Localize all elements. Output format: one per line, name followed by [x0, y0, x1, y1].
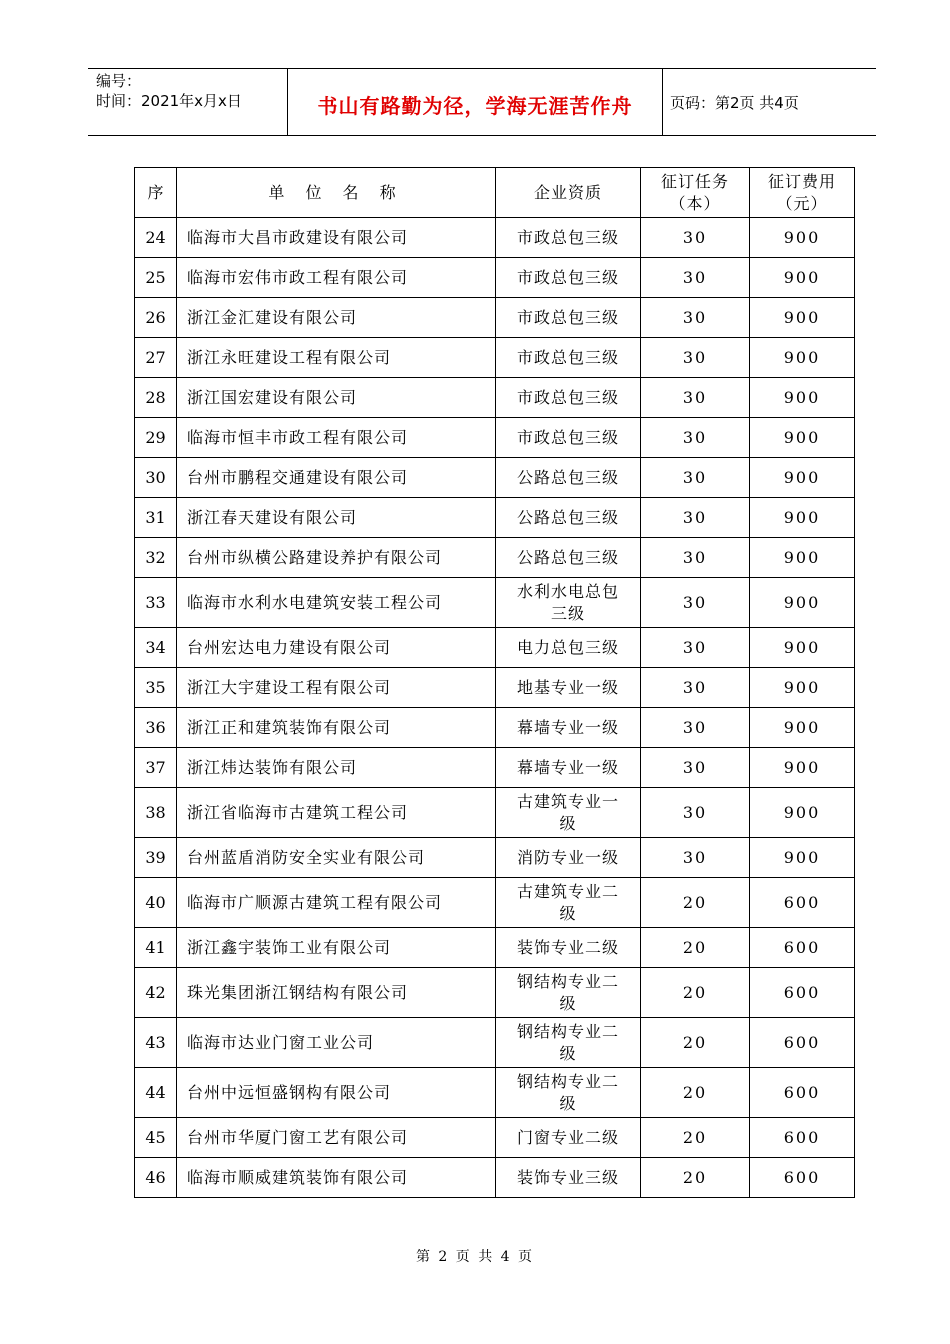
cell-fee: 900	[750, 258, 855, 298]
table-row	[135, 668, 855, 708]
cell-qualification: 消防专业一级	[496, 838, 641, 878]
cell-company-name: 临海市达业门窗工业公司	[177, 1018, 496, 1068]
cell-no: 46	[135, 1158, 177, 1198]
cell-company-name: 浙江春天建设有限公司	[177, 498, 496, 538]
table-row	[135, 708, 855, 748]
table-row	[135, 1118, 855, 1158]
table-row	[135, 418, 855, 458]
cell-company-name: 临海市广顺源古建筑工程有限公司	[177, 878, 496, 928]
cell-company-name: 浙江省临海市古建筑工程公司	[177, 788, 496, 838]
cell-task: 30	[641, 578, 750, 628]
cell-no: 41	[135, 928, 177, 968]
cell-task: 20	[641, 968, 750, 1018]
cell-company-name: 临海市水利水电建筑安装工程公司	[177, 578, 496, 628]
cell-fee: 600	[750, 1018, 855, 1068]
header-task: 征订任务（本）	[641, 168, 750, 218]
cell-task: 20	[641, 878, 750, 928]
cell-qualification: 钢结构专业二级	[496, 1068, 641, 1118]
cell-company-name: 临海市顺威建筑装饰有限公司	[177, 1158, 496, 1198]
cell-company-name: 临海市宏伟市政工程有限公司	[177, 258, 496, 298]
cell-no: 27	[135, 338, 177, 378]
cell-qualification: 市政总包三级	[496, 418, 641, 458]
cell-qualification: 地基专业一级	[496, 668, 641, 708]
cell-qualification: 古建筑专业二级	[496, 878, 641, 928]
cell-fee: 600	[750, 968, 855, 1018]
cell-fee: 600	[750, 1068, 855, 1118]
header-qualification: 企业资质	[496, 168, 641, 218]
header-number: 编号：	[96, 72, 142, 90]
cell-no: 24	[135, 218, 177, 258]
header-slogan: 书山有路勤为径，学海无涯苦作舟	[317, 94, 633, 118]
table-row	[135, 258, 855, 298]
cell-no: 30	[135, 458, 177, 498]
cell-company-name: 台州市鹏程交通建设有限公司	[177, 458, 496, 498]
header-meta	[96, 71, 242, 111]
cell-fee: 900	[750, 498, 855, 538]
cell-no: 29	[135, 418, 177, 458]
cell-no: 33	[135, 578, 177, 628]
cell-task: 30	[641, 258, 750, 298]
cell-task: 30	[641, 338, 750, 378]
cell-qualification: 公路总包三级	[496, 498, 641, 538]
cell-fee: 900	[750, 788, 855, 838]
cell-task: 20	[641, 1118, 750, 1158]
table-row	[135, 538, 855, 578]
cell-company-name: 临海市大昌市政建设有限公司	[177, 218, 496, 258]
cell-no: 44	[135, 1068, 177, 1118]
cell-no: 35	[135, 668, 177, 708]
cell-fee: 900	[750, 708, 855, 748]
cell-fee: 900	[750, 538, 855, 578]
header-no: 序	[135, 168, 177, 218]
cell-company-name: 台州蓝盾消防安全实业有限公司	[177, 838, 496, 878]
cell-company-name: 临海市恒丰市政工程有限公司	[177, 418, 496, 458]
cell-task: 30	[641, 838, 750, 878]
cell-task: 30	[641, 498, 750, 538]
cell-company-name: 浙江国宏建设有限公司	[177, 378, 496, 418]
cell-task: 30	[641, 538, 750, 578]
cell-company-name: 浙江炜达装饰有限公司	[177, 748, 496, 788]
cell-qualification: 市政总包三级	[496, 378, 641, 418]
cell-company-name: 浙江大宇建设工程有限公司	[177, 668, 496, 708]
cell-task: 30	[641, 748, 750, 788]
table-row	[135, 928, 855, 968]
cell-company-name: 浙江永旺建设工程有限公司	[177, 338, 496, 378]
cell-qualification: 市政总包三级	[496, 258, 641, 298]
cell-fee: 900	[750, 628, 855, 668]
cell-no: 36	[135, 708, 177, 748]
cell-no: 43	[135, 1018, 177, 1068]
cell-task: 30	[641, 218, 750, 258]
cell-qualification: 装饰专业二级	[496, 928, 641, 968]
cell-no: 42	[135, 968, 177, 1018]
cell-fee: 900	[750, 218, 855, 258]
cell-fee: 900	[750, 578, 855, 628]
header-page-number: 页码：第2页 共4页	[670, 94, 799, 112]
cell-task: 30	[641, 458, 750, 498]
cell-qualification: 古建筑专业一级	[496, 788, 641, 838]
header-name: 单 位 名 称	[177, 168, 496, 218]
header-bottom-rule	[88, 135, 876, 136]
subscription-table	[134, 167, 855, 1198]
cell-qualification: 钢结构专业二级	[496, 1018, 641, 1068]
cell-fee: 900	[750, 458, 855, 498]
cell-qualification: 幕墙专业一级	[496, 748, 641, 788]
cell-task: 20	[641, 1068, 750, 1118]
cell-qualification: 水利水电总包三级	[496, 578, 641, 628]
cell-task: 30	[641, 418, 750, 458]
cell-task: 30	[641, 708, 750, 748]
cell-task: 30	[641, 378, 750, 418]
cell-task: 30	[641, 668, 750, 708]
table-row	[135, 1018, 855, 1068]
table-row	[135, 338, 855, 378]
cell-no: 38	[135, 788, 177, 838]
cell-company-name: 浙江正和建筑装饰有限公司	[177, 708, 496, 748]
table-header-row	[135, 168, 855, 218]
cell-fee: 600	[750, 878, 855, 928]
cell-no: 37	[135, 748, 177, 788]
cell-qualification: 钢结构专业二级	[496, 968, 641, 1018]
cell-company-name: 台州中远恒盛钢构有限公司	[177, 1068, 496, 1118]
cell-task: 20	[641, 1018, 750, 1068]
table-body	[135, 218, 855, 1198]
cell-task: 20	[641, 928, 750, 968]
table-row	[135, 458, 855, 498]
cell-no: 32	[135, 538, 177, 578]
cell-fee: 900	[750, 748, 855, 788]
cell-task: 30	[641, 628, 750, 668]
cell-company-name: 浙江金汇建设有限公司	[177, 298, 496, 338]
cell-task: 20	[641, 1158, 750, 1198]
cell-qualification: 电力总包三级	[496, 628, 641, 668]
cell-qualification: 市政总包三级	[496, 338, 641, 378]
cell-no: 28	[135, 378, 177, 418]
table-row	[135, 838, 855, 878]
cell-fee: 600	[750, 928, 855, 968]
cell-qualification: 公路总包三级	[496, 538, 641, 578]
cell-fee: 900	[750, 338, 855, 378]
table-row	[135, 298, 855, 338]
cell-fee: 900	[750, 838, 855, 878]
table-row	[135, 218, 855, 258]
cell-no: 26	[135, 298, 177, 338]
cell-no: 34	[135, 628, 177, 668]
cell-company-name: 珠光集团浙江钢结构有限公司	[177, 968, 496, 1018]
cell-qualification: 门窗专业二级	[496, 1118, 641, 1158]
table-row	[135, 878, 855, 928]
cell-company-name: 浙江鑫宇装饰工业有限公司	[177, 928, 496, 968]
cell-fee: 900	[750, 418, 855, 458]
table-row	[135, 498, 855, 538]
table-row	[135, 788, 855, 838]
cell-fee: 600	[750, 1158, 855, 1198]
cell-no: 31	[135, 498, 177, 538]
table-row	[135, 578, 855, 628]
cell-qualification: 幕墙专业一级	[496, 708, 641, 748]
cell-company-name: 台州宏达电力建设有限公司	[177, 628, 496, 668]
cell-no: 45	[135, 1118, 177, 1158]
cell-qualification: 公路总包三级	[496, 458, 641, 498]
header-fee: 征订费用（元）	[750, 168, 855, 218]
cell-no: 39	[135, 838, 177, 878]
header-top-rule	[88, 68, 876, 69]
table-row	[135, 1068, 855, 1118]
table-row	[135, 1158, 855, 1198]
cell-qualification: 装饰专业三级	[496, 1158, 641, 1198]
cell-qualification: 市政总包三级	[496, 298, 641, 338]
cell-no: 25	[135, 258, 177, 298]
table-row	[135, 968, 855, 1018]
cell-company-name: 台州市华厦门窗工艺有限公司	[177, 1118, 496, 1158]
cell-fee: 900	[750, 668, 855, 708]
cell-fee: 600	[750, 1118, 855, 1158]
header-divider-right	[662, 68, 663, 135]
cell-task: 30	[641, 298, 750, 338]
page-footer: 第 2 页 共 4 页	[415, 1249, 535, 1265]
header-time: 时间：2021年x月x日	[96, 92, 242, 110]
table-row	[135, 628, 855, 668]
cell-fee: 900	[750, 378, 855, 418]
cell-company-name: 台州市纵横公路建设养护有限公司	[177, 538, 496, 578]
cell-qualification: 市政总包三级	[496, 218, 641, 258]
table-row	[135, 378, 855, 418]
cell-fee: 900	[750, 298, 855, 338]
table-row	[135, 748, 855, 788]
cell-no: 40	[135, 878, 177, 928]
cell-task: 30	[641, 788, 750, 838]
